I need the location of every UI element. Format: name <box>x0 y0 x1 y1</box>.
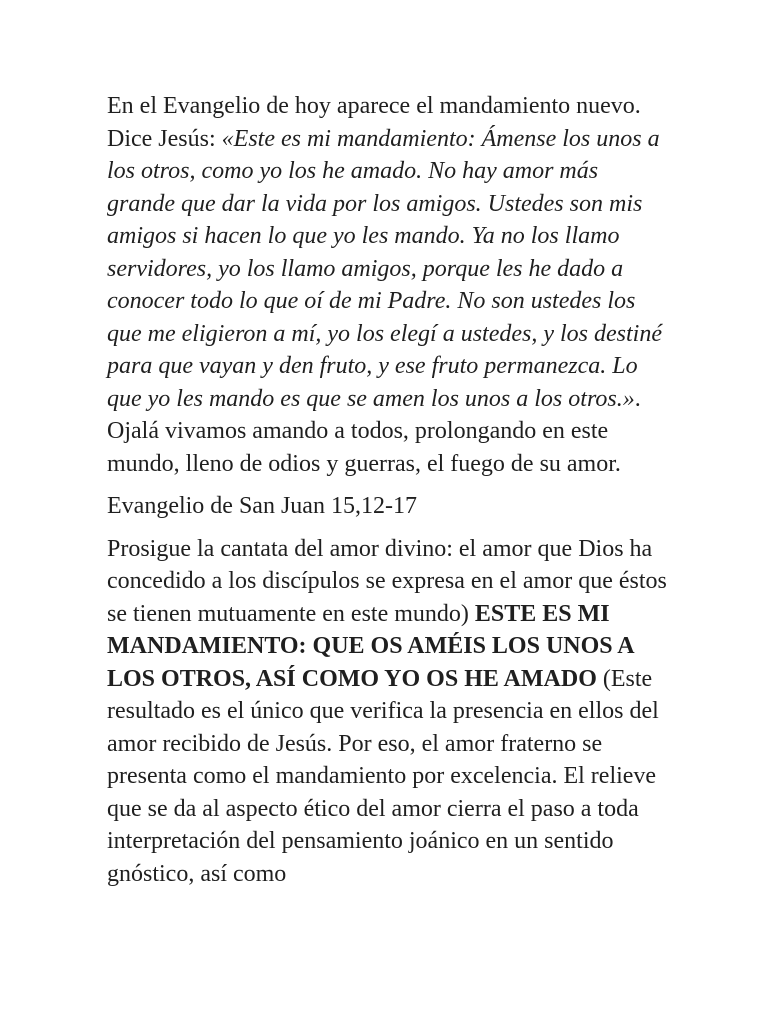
paragraph-outro-text: . Ojalá vivamos amando a todos, prolongando en este mundo, lleno de odios y guerras, el fuego de su amor. <box>107 385 641 477</box>
paragraph-commentary <box>107 533 667 891</box>
gospel-reference: Evangelio de San Juan 15,12-17 <box>107 493 417 519</box>
paragraph-intro-text: En el Evangelio de hoy aparece el mandamiento nuevo. Dice Jesús: <box>107 93 641 152</box>
commentary-intro-text: Prosigue la cantata del amor divino: el amor que Dios ha concedido a los discípulos se expresa en el amor que éstos se tienen mutuamente en este mundo) <box>107 535 667 627</box>
commandment-emphasis: ESTE ES MI MANDAMIENTO: QUE OS AMÉIS LOS UNOS A LOS OTROS, ASÍ COMO YO OS HE AMADO <box>107 600 634 692</box>
paragraph-gospel-intro <box>107 90 667 480</box>
gospel-quote: «Este es mi mandamiento: Ámense los unos a los otros, como yo los he amado. No hay amor más grande que dar la vida por los amigos. Ustedes son mis amigos si hacen lo que yo les mando. Ya no los llamo servidores, yo los llamo amigos, porque les he dado a conocer todo lo que oí de mi Padre. No son ustedes los que me eligieron a mí, yo los elegí a ustedes, y los destiné para que vayan y den fruto, y ese fruto permanezca. Lo que yo les mando es que se amen los unos a los otros.» <box>107 125 662 412</box>
document-page <box>107 90 667 900</box>
commentary-rest-text: (Este resultado es el único que verifica la presencia en ellos del amor recibido de Jesús. Por eso, el amor fraterno se presenta como el mandamiento por excelencia. El relieve que se da al aspecto ético del amor cierra el paso a toda interpretación del pensamiento joánico en un sentido gnóstico, así como <box>107 665 659 887</box>
